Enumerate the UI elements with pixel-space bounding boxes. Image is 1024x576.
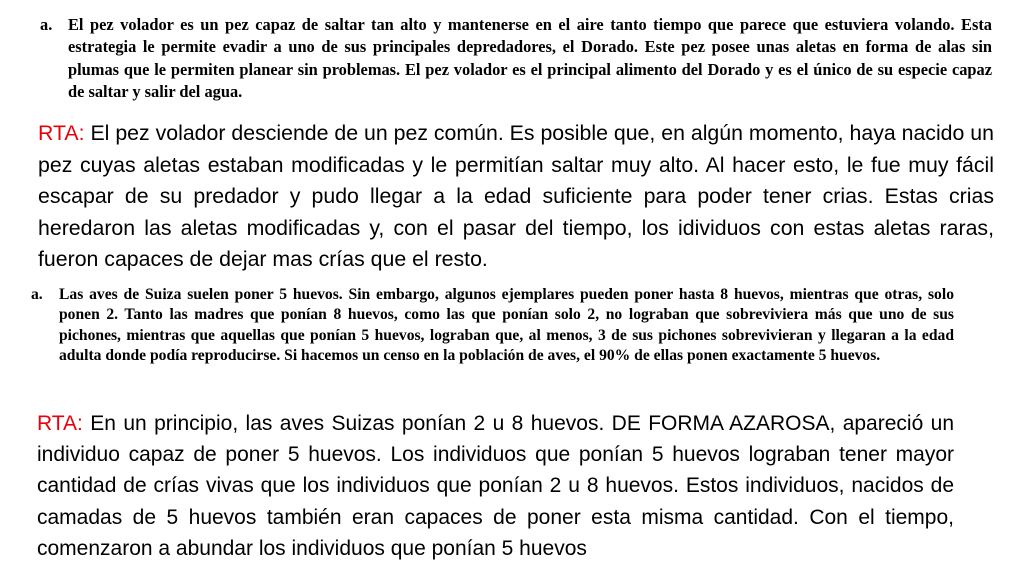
question-1-label: a. xyxy=(40,15,53,34)
question-2-text: Las aves de Suiza suelen poner 5 huevos. Sin embargo, algunos ejemplares pueden poner hasta 8 huevos, mientras que otras, solo ponen 2. Tanto las madres que ponían 8 huevos, como las que ponían solo 2, no lograban que sobreviviera más que uno de sus pichones, mientras que aquellas que ponían 5 huevos, lograban que, al menos, 3 de sus pichones sobrevivieran y llegaran a la edad adulta donde podía reproducirse. Si hacemos un censo en la población de aves, el 90% de ellas ponen exactamente 5 huevos. xyxy=(59,286,954,364)
answer-2-label: RTA: xyxy=(37,412,83,435)
answer-1 xyxy=(38,118,994,276)
answer-1-label: RTA: xyxy=(38,121,85,145)
question-2-label: a. xyxy=(31,286,43,303)
answer-2 xyxy=(37,408,954,564)
answer-1-text: El pez volador desciende de un pez común. Es posible que, en algún momento, haya nacido un pez cuyas aletas estaban modificadas y le permitían saltar muy alto. Al hacer esto, le fue muy fácil escapar de su predador y pudo llegar a la edad suficiente para poder tener crias. Estas crias heredaron las aletas modificadas y, con el pasar del tiempo, los idividuos con estas aletas raras, fueron capaces de dejar mas crías que el resto. xyxy=(38,121,994,272)
question-1 xyxy=(40,14,992,103)
question-1-text: El pez volador es un pez capaz de saltar tan alto y mantenerse en el aire tanto tiempo que parece que estuviera volando. Esta estrategia le permite evadir a uno de sus principales depredadores, el Dorado. Este pez posee unas aletas en forma de alas sin plumas que le permiten planear sin problemas. El pez volador es el principal alimento del Dorado y es el único de su especie capaz de saltar y salir del agua. xyxy=(68,15,992,101)
answer-2-text: En un principio, las aves Suizas ponían 2 u 8 huevos. DE FORMA AZAROSA, apareció un individuo capaz de poner 5 huevos. Los individuos que ponían 5 huevos lograban tener mayor cantidad de crías vivas que los individuos que ponían 2 u 8 huevos. Estos individuos, nacidos de camadas de 5 huevos también eran capaces de poner esta misma cantidad. Con el tiempo, comenzaron a abundar los individuos que ponían 5 huevos xyxy=(37,412,954,560)
question-2 xyxy=(31,285,954,366)
